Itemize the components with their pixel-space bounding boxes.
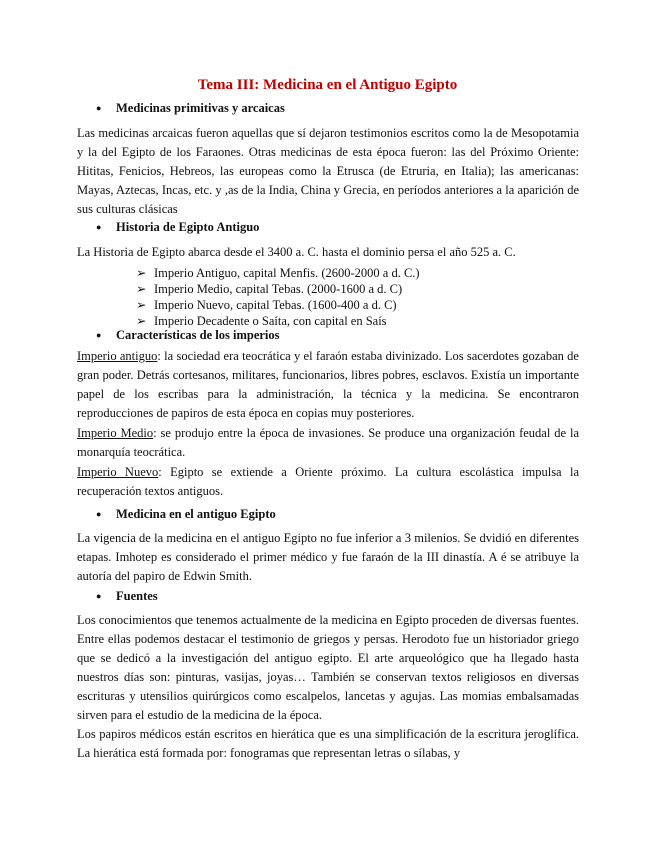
imperio-nuevo-label: Imperio Nuevo (77, 465, 159, 479)
paragraph-imperio-nuevo: Imperio Nuevo: Egipto se extiende a Oriente próximo. La cultura escolástica impulsa la recuperación textos antiguos. (77, 465, 579, 498)
arrow-bullet-icon: ➢ (136, 298, 147, 312)
section-heading-fuentes: ● Fuentes (96, 589, 158, 603)
imperio-antiguo-label: Imperio antiguo (77, 349, 158, 363)
list-item: ➢ Imperio Medio, capital Tebas. (2000-1600 a d. C) (136, 282, 403, 296)
section-heading-caracteristicas-imperios: ● Características de los imperios (96, 328, 280, 342)
list-item: ➢ Imperio Antiguo, capital Menfis. (2600-2000 a d. C.) (136, 266, 420, 280)
list-item: ➢ Imperio Nuevo, capital Tebas. (1600-400 a d. C) (136, 298, 397, 312)
list-item: ➢ Imperio Decadente o Saíta, con capital en Saís (136, 314, 387, 328)
arrow-bullet-icon: ➢ (136, 282, 147, 296)
paragraph-imperio-antiguo: Imperio antiguo: la sociedad era teocrática y el faraón estaba divinizado. Los sacerdotes gozaban de gran poder. Detrás cortesanos, militares, funcionarios, libres pobres, esclavos. Existía un importante papel de los escribas para la administración, la técnica y la medicina. Se encontraron reproducciones de papiros de esta época en copias muy posteriores. (77, 349, 579, 420)
section-heading-historia-egipto: ● Historia de Egipto Antiguo (96, 220, 260, 234)
imperio-medio-label: Imperio Medio (77, 426, 154, 440)
page-title: Tema III: Medicina en el Antiguo Egipto (197, 77, 458, 93)
arrow-bullet-icon: ➢ (136, 266, 147, 280)
bullet-icon: ● (96, 330, 102, 340)
imperios-list (136, 265, 420, 329)
section-heading-medicina-antiguo-egipto: ● Medicina en el antiguo Egipto (96, 507, 276, 521)
bullet-icon: ● (96, 103, 102, 113)
paragraph-medicinas-arcaicas: Las medicinas arcaicas fueron aquellas que sí dejaron testimonios escritos como la de Mesopotamia y la del Egipto de los Faraones. Otras medicinas de esta época fueron: las del Próximo Oriente: Hititas, Fenicios, Hebreos, las europeas como la Etrusca (de Etruria, en Italia); las americanas: Mayas, Aztecas, Incas, etc. y ,as de la India, China y Grecia, en períodos anteriores a la aparición de sus culturas clásicas (77, 126, 579, 216)
arrow-bullet-icon: ➢ (136, 314, 147, 328)
bullet-icon: ● (96, 591, 102, 601)
paragraph-medicina-egipto: La vigencia de la medicina en el antiguo Egipto no fue inferior a 3 milenios. Se dvidió en diferentes etapas. Imhotep es considerado el primer médico y fue faraón de la III dinastía. A é se atribuye la autoría del papiro de Edwin Smith. (77, 531, 579, 583)
paragraph-imperio-medio: Imperio Medio: se produjo entre la época de invasiones. Se produce una organización feudal de la monarquía teocrática. (77, 426, 579, 459)
section-heading-medicinas-primitivas: ● Medicinas primitivas y arcaicas (96, 101, 285, 115)
bullet-icon: ● (96, 222, 102, 232)
paragraph-historia-egipto: La Historia de Egipto abarca desde el 3400 a. C. hasta el dominio persa el año 525 a. C. (77, 245, 516, 259)
paragraph-papiros-medicos: Los papiros médicos están escritos en hierática que es una simplificación de la escritura jeroglífica. La hierática está formada por: fonogramas que representan letras o sílabas, y (77, 727, 579, 760)
paragraph-fuentes: Los conocimientos que tenemos actualmente de la medicina en Egipto proceden de diversas fuentes. Entre ellas podemos destacar el testimonio de griegos y persas. Herodoto fue un historiador griego que se dedicó a la investigación del antiguo egipto. El arte arqueológico que ha llegado hasta nuestros días son: pinturas, vasijas, joyas… También se conservan textos religiosos en diversas escrituras y utensilios quirúrgicos como escalpelos, lancetas y agujas. Las momias embalsamadas sirven para el estudio de la medicina de la época. (77, 613, 579, 722)
bullet-icon: ● (96, 509, 102, 519)
